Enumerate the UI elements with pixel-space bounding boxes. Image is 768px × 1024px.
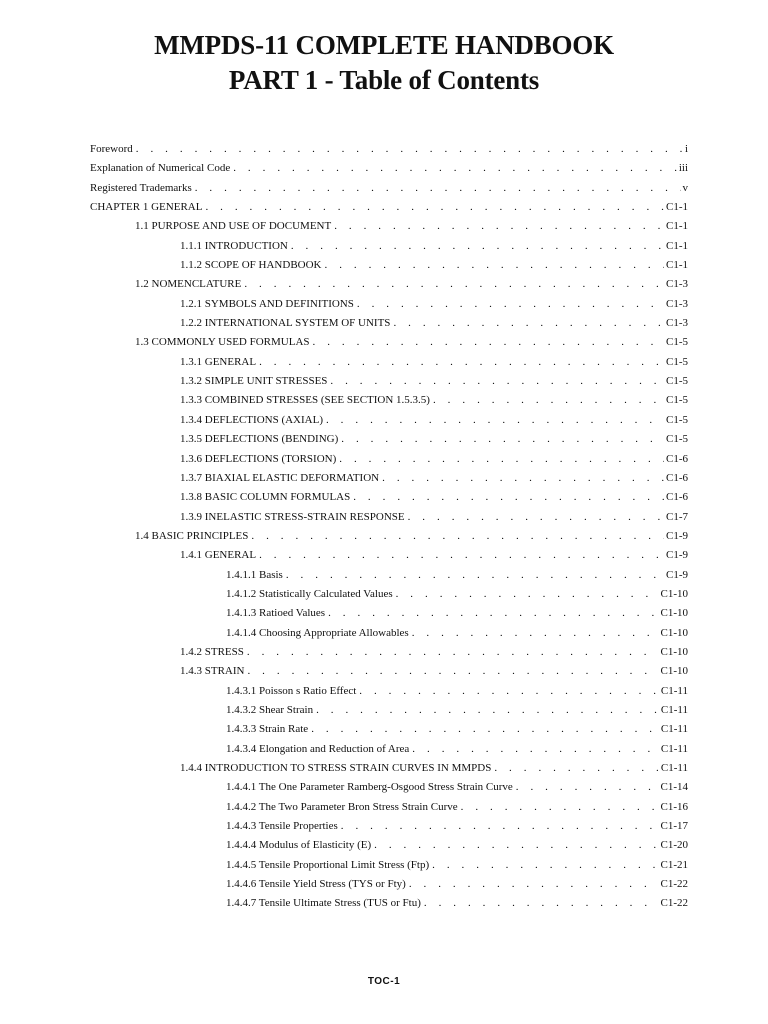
- toc-entry-label: 1.4.3.1 Poisson s Ratio Effect: [226, 684, 357, 697]
- toc-entry-label: 1.3.9 INELASTIC STRESS-STRAIN RESPONSE: [180, 510, 405, 523]
- dot-leader: [353, 488, 664, 507]
- toc-entry-label: 1.3.4 DEFLECTIONS (AXIAL): [180, 413, 323, 426]
- toc-entry[interactable]: [90, 798, 688, 817]
- dot-leader: [316, 701, 659, 720]
- toc-entry-page: C1-11: [660, 684, 688, 697]
- toc-entry-label: 1.1.2 SCOPE OF HANDBOOK: [180, 259, 322, 272]
- toc-entry-label: 1.3.8 BASIC COLUMN FORMULAS: [180, 491, 351, 504]
- dot-leader: [339, 450, 664, 469]
- table-of-contents: [90, 140, 688, 914]
- dot-leader: [341, 817, 659, 836]
- toc-entry[interactable]: [90, 759, 688, 778]
- toc-entry-page: C1-1: [666, 220, 688, 233]
- toc-entry-page: C1-6: [666, 471, 688, 484]
- toc-entry[interactable]: [90, 875, 688, 894]
- dot-leader: [326, 411, 664, 430]
- toc-entry-page: C1-5: [666, 413, 688, 426]
- toc-entry-label: 1.3.6 DEFLECTIONS (TORSION): [180, 452, 337, 465]
- dot-leader: [259, 353, 664, 372]
- toc-entry-label: 1.4.4.1 The One Parameter Ramberg-Osgood Stress Strain Curve: [226, 781, 513, 794]
- dot-leader: [359, 682, 659, 701]
- toc-entry-page: v: [682, 181, 688, 194]
- toc-entry[interactable]: [90, 391, 688, 410]
- toc-entry-page: C1-1: [666, 259, 688, 272]
- toc-entry[interactable]: [90, 566, 688, 585]
- toc-entry-label: 1.4.1 GENERAL: [180, 549, 257, 562]
- toc-entry-page: C1-10: [660, 626, 688, 639]
- dot-leader: [286, 566, 664, 585]
- dot-leader: [247, 662, 658, 681]
- toc-entry-label: 1.3.1 GENERAL: [180, 355, 257, 368]
- page-number: TOC-1: [367, 976, 401, 987]
- toc-entry-page: C1-5: [666, 336, 688, 349]
- toc-entry[interactable]: [90, 256, 688, 275]
- toc-entry-page: C1-11: [660, 703, 688, 716]
- toc-entry[interactable]: [90, 488, 688, 507]
- toc-entry[interactable]: [90, 701, 688, 720]
- toc-entry-label: 1.4.3.4 Elongation and Reduction of Area: [226, 742, 410, 755]
- toc-entry-page: C1-5: [666, 433, 688, 446]
- toc-entry[interactable]: [90, 778, 688, 797]
- dot-leader: [330, 372, 664, 391]
- dot-leader: [516, 778, 659, 797]
- toc-entry[interactable]: [90, 643, 688, 662]
- toc-entry-page: iii: [678, 162, 688, 175]
- dot-leader: [433, 391, 664, 410]
- toc-entry-page: C1-1: [666, 239, 688, 252]
- toc-entry[interactable]: [90, 314, 688, 333]
- dot-leader: [328, 604, 658, 623]
- document-title: MMPDS-11 COMPLETE HANDBOOK: [154, 30, 614, 60]
- toc-entry-label: 1.2 NOMENCLATURE: [135, 278, 242, 291]
- toc-entry-label: 1.4.4.5 Tensile Proportional Limit Stress (Ftp): [226, 858, 430, 871]
- toc-entry[interactable]: [90, 217, 688, 236]
- toc-entry-label: Foreword: [90, 143, 133, 155]
- dot-leader: [313, 333, 664, 352]
- dot-leader: [247, 643, 659, 662]
- dot-leader: [259, 546, 664, 565]
- dot-leader: [408, 508, 664, 527]
- toc-entry-label: 1.3.7 BIAXIAL ELASTIC DEFORMATION: [180, 471, 380, 484]
- toc-entry-label: 1.4.4 INTRODUCTION TO STRESS STRAIN CURVES IN MMPDS: [180, 762, 492, 774]
- dot-leader: [412, 740, 659, 759]
- toc-entry-label: 1.4.4.7 Tensile Ultimate Stress (TUS or Ftu): [226, 897, 421, 910]
- toc-entry[interactable]: [90, 720, 688, 739]
- toc-entry[interactable]: [90, 411, 688, 430]
- toc-entry-page: C1-21: [660, 858, 688, 871]
- toc-entry[interactable]: [90, 740, 688, 759]
- dot-leader: [396, 585, 659, 604]
- toc-entry-label: 1.4.3.2 Shear Strain: [226, 703, 314, 716]
- toc-entry-page: C1-10: [660, 645, 688, 658]
- toc-entry-page: C1-9: [666, 568, 688, 581]
- toc-entry-label: 1.4.1.1 Basis: [226, 568, 283, 581]
- dot-leader: [341, 430, 664, 449]
- toc-entry-page: C1-10: [660, 607, 688, 620]
- toc-entry-page: C1-11: [660, 742, 688, 755]
- toc-entry[interactable]: [90, 856, 688, 875]
- toc-entry-label: 1.4.2 STRESS: [180, 645, 244, 658]
- toc-entry-page: C1-22: [660, 897, 688, 910]
- dot-leader: [334, 217, 664, 236]
- toc-entry-page: C1-17: [660, 820, 688, 833]
- dot-leader: [393, 314, 664, 333]
- toc-entry-page: C1-5: [666, 355, 688, 368]
- dot-leader: [412, 624, 659, 643]
- dot-leader: [251, 527, 664, 546]
- toc-entry-page: C1-14: [660, 781, 688, 794]
- toc-entry-page: C1-1: [666, 201, 688, 214]
- toc-entry-label: 1.4.4.6 Tensile Yield Stress (TYS or Fty): [226, 878, 406, 891]
- toc-entry-label: 1.4.4.3 Tensile Properties: [226, 820, 338, 833]
- dot-leader: [136, 140, 683, 159]
- dot-leader: [233, 159, 677, 178]
- toc-entry[interactable]: [90, 450, 688, 469]
- toc-entry-page: C1-3: [666, 317, 688, 330]
- toc-entry[interactable]: [90, 585, 688, 604]
- dot-leader: [424, 894, 659, 913]
- dot-leader: [357, 295, 664, 314]
- dot-leader: [461, 798, 659, 817]
- toc-entry[interactable]: [90, 662, 688, 681]
- toc-entry[interactable]: [90, 546, 688, 565]
- toc-entry-page: C1-11: [660, 723, 688, 736]
- toc-entry-page: C1-9: [666, 549, 688, 562]
- toc-entry-page: i: [684, 143, 688, 155]
- toc-entry[interactable]: [90, 179, 688, 198]
- toc-entry[interactable]: [90, 295, 688, 314]
- toc-entry-label: 1.1.1 INTRODUCTION: [180, 239, 288, 252]
- toc-entry-page: C1-6: [666, 452, 688, 465]
- dot-leader: [409, 875, 659, 894]
- toc-entry[interactable]: [90, 527, 688, 546]
- toc-entry[interactable]: [90, 682, 688, 701]
- toc-entry[interactable]: [90, 333, 688, 352]
- toc-entry[interactable]: [90, 817, 688, 836]
- toc-entry-label: 1.3.2 SIMPLE UNIT STRESSES: [180, 375, 328, 388]
- toc-entry[interactable]: [90, 372, 688, 391]
- toc-entry[interactable]: [90, 159, 688, 178]
- toc-entry-page: C1-16: [660, 800, 688, 813]
- dot-leader: [291, 237, 664, 256]
- toc-entry-label: 1.2.1 SYMBOLS AND DEFINITIONS: [180, 297, 354, 310]
- toc-entry-label: 1.4.3.3 Strain Rate: [226, 723, 309, 736]
- toc-entry-label: Explanation of Numerical Code: [90, 162, 231, 175]
- toc-entry-page: C1-6: [666, 491, 688, 504]
- toc-entry-label: 1.4.4.4 Modulus of Elasticity (E): [226, 839, 372, 852]
- dot-leader: [432, 856, 658, 875]
- toc-entry-label: 1.4.4.2 The Two Parameter Bron Stress Strain Curve: [226, 800, 458, 813]
- toc-entry[interactable]: [90, 430, 688, 449]
- dot-leader: [494, 759, 659, 778]
- toc-entry[interactable]: [90, 508, 688, 527]
- dot-leader: [244, 275, 664, 294]
- toc-entry-label: 1.3.5 DEFLECTIONS (BENDING): [180, 433, 339, 446]
- toc-entry-label: 1.2.2 INTERNATIONAL SYSTEM OF UNITS: [180, 317, 391, 330]
- toc-entry-label: 1.4.3 STRAIN: [180, 665, 245, 678]
- toc-entry-page: C1-3: [666, 297, 688, 310]
- toc-entry-page: C1-5: [666, 375, 688, 388]
- dot-leader: [325, 256, 665, 275]
- toc-entry-page: C1-9: [666, 529, 688, 542]
- dot-leader: [382, 469, 664, 488]
- toc-entry-page: C1-11: [660, 762, 688, 774]
- toc-entry[interactable]: [90, 604, 688, 623]
- toc-entry-page: C1-3: [666, 278, 688, 291]
- toc-entry-page: C1-5: [666, 394, 688, 407]
- toc-entry-label: 1.4.1.2 Statistically Calculated Values: [226, 587, 393, 600]
- dot-leader: [311, 720, 659, 739]
- document-subtitle: PART 1 - Table of Contents: [228, 65, 540, 95]
- toc-entry-page: C1-10: [660, 587, 688, 600]
- toc-entry[interactable]: [90, 275, 688, 294]
- toc-entry[interactable]: [90, 894, 688, 913]
- toc-entry-page: C1-10: [660, 665, 688, 678]
- toc-entry[interactable]: [90, 469, 688, 488]
- toc-entry[interactable]: [90, 836, 688, 855]
- toc-entry-label: CHAPTER 1 GENERAL: [90, 201, 203, 214]
- toc-entry-label: 1.3.3 COMBINED STRESSES (SEE SECTION 1.5.3.5): [180, 394, 430, 407]
- toc-entry-label: 1.4.1.4 Choosing Appropriate Allowables: [226, 626, 409, 639]
- toc-entry-label: 1.1 PURPOSE AND USE OF DOCUMENT: [135, 220, 332, 233]
- toc-entry-label: 1.4 BASIC PRINCIPLES: [135, 529, 249, 542]
- toc-entry-label: 1.4.1.3 Ratioed Values: [226, 607, 326, 620]
- dot-leader: [374, 836, 658, 855]
- toc-entry[interactable]: [90, 140, 688, 159]
- toc-entry-page: C1-22: [660, 878, 688, 891]
- toc-entry[interactable]: [90, 198, 688, 217]
- toc-entry[interactable]: [90, 237, 688, 256]
- toc-entry-page: C1-7: [666, 510, 688, 523]
- toc-entry[interactable]: [90, 353, 688, 372]
- toc-entry[interactable]: [90, 624, 688, 643]
- dot-leader: [195, 179, 681, 198]
- toc-entry-label: 1.3 COMMONLY USED FORMULAS: [135, 336, 310, 349]
- toc-entry-label: Registered Trademarks: [90, 181, 192, 194]
- toc-entry-page: C1-20: [660, 839, 688, 852]
- dot-leader: [205, 198, 664, 217]
